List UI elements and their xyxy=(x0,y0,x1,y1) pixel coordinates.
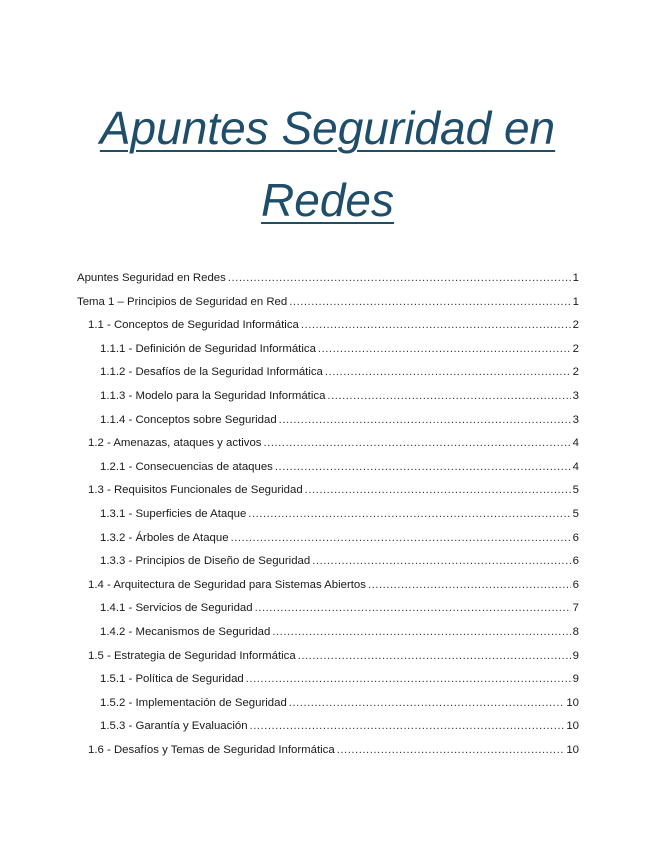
toc-entry[interactable] xyxy=(77,650,579,674)
toc-entry-title: 1.4.1 - Servicios de Seguridad xyxy=(100,602,253,615)
toc-dot-leader xyxy=(318,343,571,355)
toc-entry-page-number: 4 xyxy=(572,460,579,473)
toc-entry[interactable] xyxy=(77,484,579,508)
toc-dot-leader xyxy=(246,673,571,685)
toc-dot-leader xyxy=(301,319,571,331)
toc-entry-page-number: 6 xyxy=(572,578,579,591)
toc-entry[interactable] xyxy=(77,720,579,744)
toc-entry-page-number: 10 xyxy=(566,696,579,709)
toc-entry[interactable] xyxy=(77,296,579,320)
table-of-contents xyxy=(77,272,579,767)
toc-entry[interactable] xyxy=(77,414,579,438)
toc-dot-leader xyxy=(279,414,571,426)
toc-entry[interactable] xyxy=(77,366,579,390)
toc-entry[interactable] xyxy=(77,272,579,296)
toc-entry-title: 1.3.3 - Principios de Diseño de Seguridad xyxy=(100,555,311,568)
toc-entry[interactable] xyxy=(77,602,579,626)
toc-dot-leader xyxy=(250,720,565,732)
toc-entry[interactable] xyxy=(77,697,579,721)
toc-entry-title: 1.4 - Arquitectura de Seguridad para Sistemas Abiertos xyxy=(88,578,366,591)
toc-entry-page-number: 3 xyxy=(572,389,579,402)
toc-entry[interactable] xyxy=(77,437,579,461)
toc-entry-title: 1.2 - Amenazas, ataques y activos xyxy=(88,437,262,450)
toc-entry-title: 1.4.2 - Mecanismos de Seguridad xyxy=(100,625,271,638)
toc-entry-title: 1.1 - Conceptos de Seguridad Informática xyxy=(88,319,299,332)
toc-entry[interactable] xyxy=(77,461,579,485)
toc-entry-page-number: 7 xyxy=(572,602,579,615)
toc-dot-leader xyxy=(312,555,570,567)
toc-entry-title: Apuntes Seguridad en Redes xyxy=(77,272,226,284)
toc-dot-leader xyxy=(248,508,570,520)
toc-entry-title: 1.5.3 - Garantía y Evaluación xyxy=(100,720,248,733)
toc-entry[interactable] xyxy=(77,508,579,532)
toc-entry-title: 1.1.3 - Modelo para la Seguridad Informática xyxy=(100,389,326,402)
toc-entry[interactable] xyxy=(77,673,579,697)
toc-dot-leader xyxy=(289,296,570,308)
toc-entry-page-number: 6 xyxy=(572,555,579,568)
document-title xyxy=(40,92,615,236)
toc-entry-page-number: 8 xyxy=(572,625,579,638)
toc-entry-page-number: 2 xyxy=(572,319,579,332)
toc-entry-title: 1.5 - Estrategia de Seguridad Informática xyxy=(88,649,296,662)
toc-entry-title: 1.3 - Requisitos Funcionales de Seguridad xyxy=(88,484,303,497)
toc-entry[interactable] xyxy=(77,532,579,556)
toc-dot-leader xyxy=(305,484,571,496)
title-line-1: Apuntes Seguridad en xyxy=(99,102,556,154)
toc-entry-page-number: 3 xyxy=(572,413,579,426)
toc-entry[interactable] xyxy=(77,744,579,768)
toc-entry-title: 1.5.1 - Política de Seguridad xyxy=(100,673,244,686)
toc-dot-leader xyxy=(231,532,571,544)
toc-entry-title: 1.5.2 - Implementación de Seguridad xyxy=(100,696,287,709)
toc-dot-leader xyxy=(327,390,570,402)
toc-entry-page-number: 9 xyxy=(572,673,579,686)
toc-entry-title: 1.3.1 - Superficies de Ataque xyxy=(100,507,247,520)
toc-entry-page-number: 4 xyxy=(572,437,579,450)
toc-entry[interactable] xyxy=(77,319,579,343)
toc-entry-page-number: 6 xyxy=(572,531,579,544)
toc-dot-leader xyxy=(289,697,565,709)
toc-entry[interactable] xyxy=(77,555,579,579)
toc-dot-leader xyxy=(275,461,571,473)
toc-entry-page-number: 9 xyxy=(572,649,579,662)
toc-dot-leader xyxy=(325,366,571,378)
title-line-2: Redes xyxy=(261,174,394,226)
toc-entry[interactable] xyxy=(77,390,579,414)
toc-entry[interactable] xyxy=(77,579,579,603)
toc-entry-page-number: 5 xyxy=(572,484,579,497)
toc-dot-leader xyxy=(368,579,571,591)
toc-entry-page-number: 10 xyxy=(566,720,579,733)
toc-entry-title: 1.6 - Desafíos y Temas de Seguridad Informática xyxy=(88,743,335,756)
toc-dot-leader xyxy=(255,602,571,614)
toc-entry[interactable] xyxy=(77,343,579,367)
toc-entry-title: 1.1.4 - Conceptos sobre Seguridad xyxy=(100,413,277,426)
toc-entry-page-number: 1 xyxy=(572,272,579,284)
toc-entry-page-number: 2 xyxy=(572,366,579,379)
toc-dot-leader xyxy=(228,272,571,284)
toc-dot-leader xyxy=(272,626,570,638)
toc-dot-leader xyxy=(263,437,570,449)
toc-entry-page-number: 1 xyxy=(572,295,579,308)
toc-dot-leader xyxy=(337,744,565,756)
toc-entry-title: 1.3.2 - Árboles de Ataque xyxy=(100,531,229,544)
toc-entry-page-number: 5 xyxy=(572,507,579,520)
toc-entry-title: 1.1.1 - Definición de Seguridad Informática xyxy=(100,342,316,355)
toc-entry-title: 1.2.1 - Consecuencias de ataques xyxy=(100,460,273,473)
toc-entry-title: Tema 1 – Principios de Seguridad en Red xyxy=(77,295,288,308)
toc-entry-title: 1.1.2 - Desafíos de la Seguridad Informática xyxy=(100,366,323,379)
toc-entry[interactable] xyxy=(77,626,579,650)
toc-entry-page-number: 10 xyxy=(566,743,579,756)
toc-dot-leader xyxy=(298,650,571,662)
toc-entry-page-number: 2 xyxy=(572,342,579,355)
